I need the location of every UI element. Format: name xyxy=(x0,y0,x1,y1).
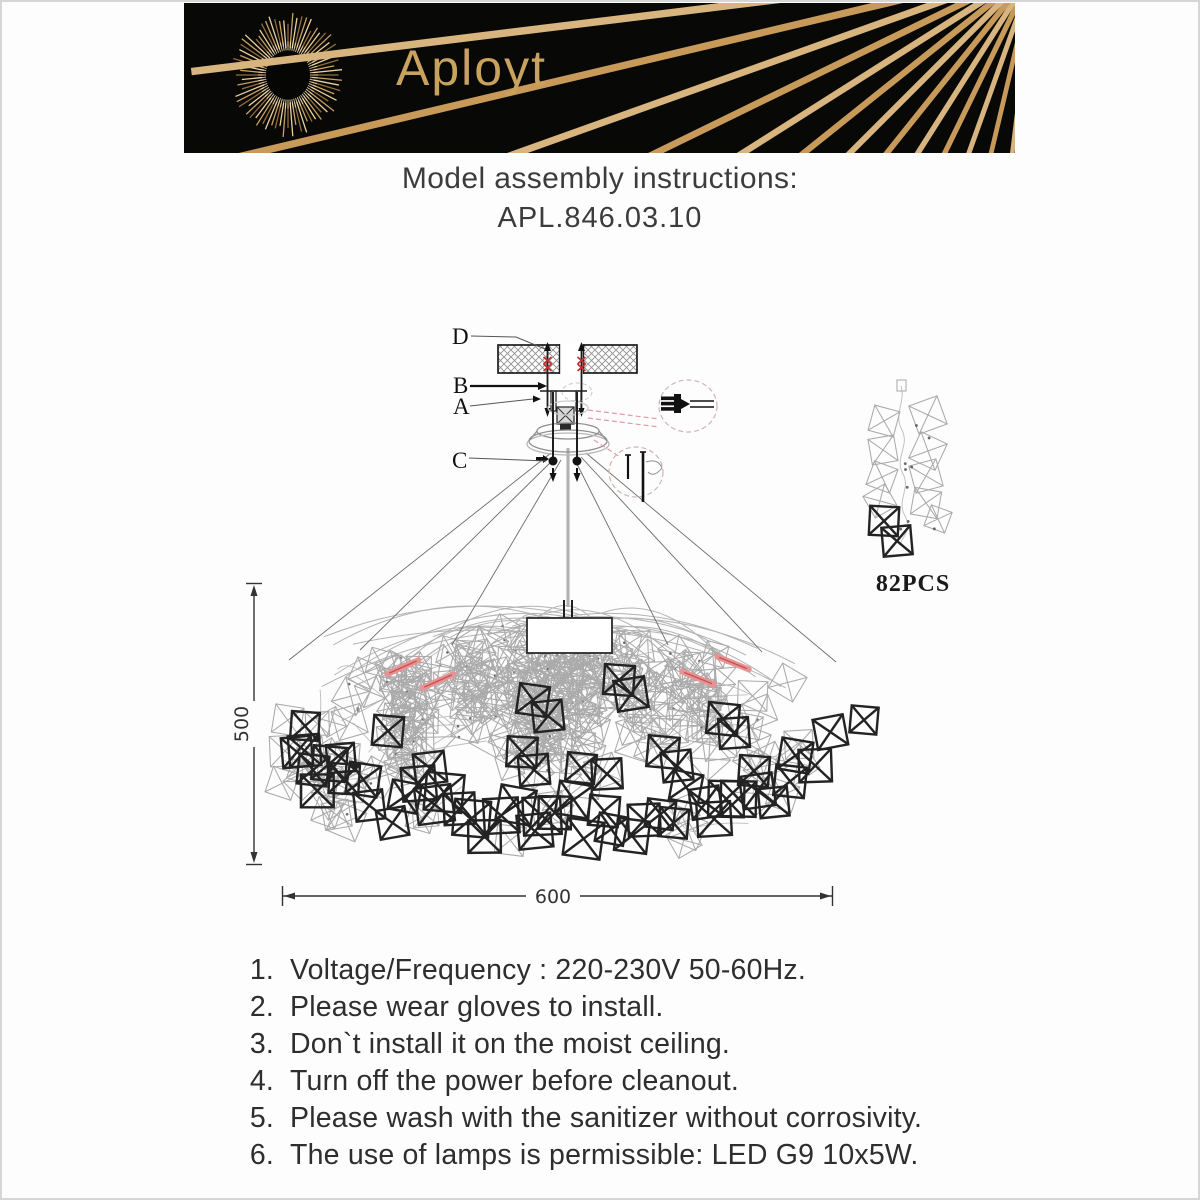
label-d: D xyxy=(452,324,469,349)
list-item xyxy=(236,1026,1036,1063)
instruction-list xyxy=(236,952,1036,1174)
list-item xyxy=(236,989,1036,1026)
label-b: B xyxy=(453,373,469,398)
ceiling-bar xyxy=(498,344,637,374)
dim-width-value: 600 xyxy=(534,886,572,908)
list-item xyxy=(236,952,1036,989)
connector-detail xyxy=(588,380,717,432)
item-number: 6. xyxy=(249,1139,274,1171)
dimension-height xyxy=(231,584,262,865)
list-item xyxy=(236,1063,1036,1100)
driver-box xyxy=(527,600,612,653)
crystal-strand-detail xyxy=(863,380,952,557)
label-a: A xyxy=(453,394,470,419)
item-number: 2. xyxy=(249,991,274,1023)
brand-logo-text: Aployt xyxy=(396,40,547,96)
model-number: APL.846.03.10 xyxy=(497,202,703,234)
wire-connector-icon xyxy=(661,394,714,413)
item-number: 4. xyxy=(249,1065,274,1097)
list-item xyxy=(236,1100,1036,1137)
item-text: Please wash with the sanitizer without corrosivity. xyxy=(290,1102,923,1134)
item-text: The use of lamps is permissible: LED G9 10x5W. xyxy=(290,1139,919,1171)
item-number: 3. xyxy=(249,1028,274,1060)
item-text: Voltage/Frequency : 220-230V 50-60Hz. xyxy=(290,954,806,986)
item-number: 5. xyxy=(249,1102,274,1134)
parts-count-label: 82PCS xyxy=(875,571,951,597)
hanging-rods xyxy=(536,392,582,482)
item-number: 1. xyxy=(249,954,274,986)
item-text: Please wear gloves to install. xyxy=(290,991,664,1023)
item-text: Don`t install it on the moist ceiling. xyxy=(290,1028,731,1060)
dim-height-value: 500 xyxy=(231,705,253,743)
item-text: Turn off the power before cleanout. xyxy=(290,1065,740,1097)
page-title: Model assembly instructions: xyxy=(401,162,799,195)
list-item xyxy=(236,1137,1036,1174)
dimension-width xyxy=(283,886,833,908)
label-c: C xyxy=(452,448,468,473)
